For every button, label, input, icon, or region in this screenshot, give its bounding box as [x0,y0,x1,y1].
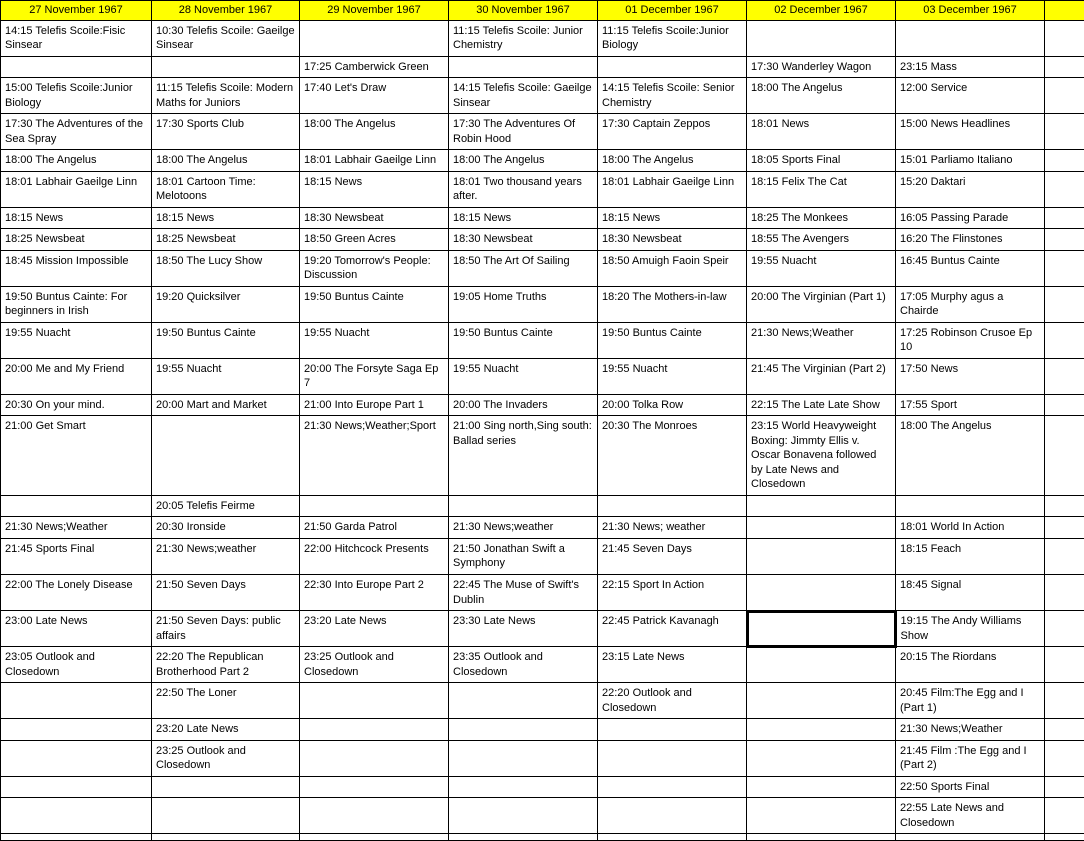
programme-cell[interactable]: 11:15 Telefis Scoile: Junior Chemistry [449,20,598,56]
programme-cell[interactable] [1045,250,1084,286]
programme-cell[interactable] [152,56,300,78]
programme-cell[interactable]: 17:30 The Adventures of the Sea Spray [1,114,152,150]
programme-cell[interactable]: 11:15 Telefis Scoile:Junior Biology [598,20,747,56]
programme-cell[interactable] [300,683,449,719]
programme-cell[interactable] [449,740,598,776]
programme-cell[interactable]: 17:40 Let's Draw [300,78,449,114]
programme-cell[interactable]: 19:50 Buntus Cainte [598,322,747,358]
column-header-day-2[interactable]: 28 November 1967 [152,1,300,21]
programme-cell[interactable] [1045,611,1084,647]
programme-cell[interactable]: 14:15 Telefis Scoile:Fisic Sinsear [1,20,152,56]
table-row [1,647,1084,683]
programme-cell[interactable]: 20:30 Ironside [152,517,300,539]
programme-cell[interactable]: 20:00 The Invaders [449,394,598,416]
programme-cell[interactable]: 18:45 Mission Impossible [1,250,152,286]
programme-cell[interactable]: 22:55 Late News and Closedown [896,798,1045,834]
programme-cell[interactable]: 18:01 Two thousand years after. [449,171,598,207]
programme-cell[interactable]: 19:50 Buntus Cainte [300,286,449,322]
programme-cell[interactable]: 18:25 Newsbeat [1,229,152,251]
programme-cell[interactable]: 17:30 Wanderley Wagon [747,56,896,78]
table-row [1,719,1084,741]
programme-cell[interactable]: 18:01 Labhair Gaeilge Linn [1,171,152,207]
table-row [1,517,1084,539]
programme-cell[interactable]: 21:45 Sports Final [1,538,152,574]
table-row [1,171,1084,207]
programme-cell[interactable]: 21:45 The Virginian (Part 2) [747,358,896,394]
programme-cell[interactable] [1045,150,1084,172]
programme-cell[interactable] [300,719,449,741]
programme-cell[interactable] [1,495,152,517]
programme-cell[interactable] [1045,834,1084,841]
programme-cell[interactable] [1,719,152,741]
programme-cell[interactable] [300,798,449,834]
programme-cell[interactable]: 21:45 Seven Days [598,538,747,574]
programme-cell[interactable]: 18:00 The Angelus [449,150,598,172]
programme-cell[interactable]: 19:15 The Andy Williams Show [896,611,1045,647]
programme-cell[interactable]: 21:30 News;weather [449,517,598,539]
programme-cell[interactable] [1,798,152,834]
programme-cell[interactable]: 17:25 Camberwick Green [300,56,449,78]
programme-cell[interactable]: 18:15 News [1,207,152,229]
programme-cell[interactable] [1045,683,1084,719]
programme-cell[interactable] [1045,114,1084,150]
programme-cell[interactable]: 15:20 Daktari [896,171,1045,207]
programme-cell[interactable]: 19:55 Nuacht [747,250,896,286]
programme-cell[interactable]: 23:15 Late News [598,647,747,683]
programme-cell[interactable]: 18:05 Sports Final [747,150,896,172]
programme-cell[interactable]: 15:00 News Headlines [896,114,1045,150]
programme-cell[interactable]: 18:25 The Monkees [747,207,896,229]
programme-cell[interactable]: 22:30 Into Europe Part 2 [300,574,449,610]
programme-cell[interactable]: 19:20 Tomorrow's People: Discussion [300,250,449,286]
programme-cell[interactable]: 18:15 News [300,171,449,207]
column-header-day-1[interactable]: 27 November 1967 [1,1,152,21]
programme-cell[interactable] [1045,394,1084,416]
table-row [1,394,1084,416]
programme-cell[interactable]: 21:30 News;Weather [896,719,1045,741]
programme-cell[interactable]: 23:35 Outlook and Closedown [449,647,598,683]
programme-cell[interactable]: 22:00 The Lonely Disease [1,574,152,610]
programme-cell[interactable]: 18:01 Cartoon Time: Melotoons [152,171,300,207]
programme-cell[interactable]: 23:20 Late News [152,719,300,741]
programme-cell[interactable] [747,538,896,574]
programme-cell[interactable]: 23:20 Late News [300,611,449,647]
programme-cell[interactable]: 18:00 The Angelus [300,114,449,150]
programme-cell[interactable]: 22:50 The Loner [152,683,300,719]
programme-cell[interactable] [1045,78,1084,114]
programme-cell[interactable]: 22:15 The Late Late Show [747,394,896,416]
programme-cell[interactable]: 20:30 On your mind. [1,394,152,416]
table-row [1,322,1084,358]
programme-cell[interactable]: 18:01 World In Action [896,517,1045,539]
programme-cell[interactable]: 18:50 Amuigh Faoin Speir [598,250,747,286]
programme-cell[interactable]: 18:30 Newsbeat [300,207,449,229]
programme-cell[interactable] [1045,20,1084,56]
programme-cell[interactable]: 17:30 Sports Club [152,114,300,150]
programme-cell[interactable]: 18:01 News [747,114,896,150]
programme-cell[interactable]: 21:00 Sing north,Sing south: Ballad series [449,416,598,496]
table-row [1,250,1084,286]
programme-cell[interactable]: 21:45 Film :The Egg and I (Part 2) [896,740,1045,776]
programme-cell[interactable]: 20:30 The Monroes [598,416,747,496]
programme-cell[interactable] [1045,538,1084,574]
programme-cell[interactable] [1045,776,1084,798]
programme-cell[interactable]: 18:30 Newsbeat [598,229,747,251]
programme-cell[interactable] [1045,798,1084,834]
programme-cell[interactable]: 20:15 The Riordans [896,647,1045,683]
programme-cell[interactable] [1045,207,1084,229]
programme-cell[interactable]: 23:25 Outlook and Closedown [300,647,449,683]
programme-cell[interactable] [747,574,896,610]
programme-cell[interactable] [1045,416,1084,496]
table-row [1,683,1084,719]
programme-cell[interactable] [747,798,896,834]
programme-cell[interactable]: 18:50 The Art Of Sailing [449,250,598,286]
programme-cell[interactable]: 20:00 The Virginian (Part 1) [747,286,896,322]
programme-cell[interactable]: 14:15 Telefis Scoile: Gaeilge Sinsear [449,78,598,114]
table-row [1,358,1084,394]
programme-cell[interactable] [598,776,747,798]
column-header-day-6[interactable]: 02 December 1967 [747,1,896,21]
programme-cell[interactable]: 18:00 The Angelus [896,416,1045,496]
programme-cell[interactable]: 21:00 Get Smart [1,416,152,496]
programme-cell[interactable] [1045,719,1084,741]
programme-cell[interactable] [1045,56,1084,78]
programme-cell[interactable]: 18:50 Green Acres [300,229,449,251]
programme-cell[interactable] [449,683,598,719]
programme-cell[interactable]: 15:00 Telefis Scoile:Junior Biology [1,78,152,114]
programme-cell[interactable]: 19:20 Quicksilver [152,286,300,322]
programme-cell[interactable]: 19:55 Nuacht [1,322,152,358]
table-row [1,574,1084,610]
table-row [1,20,1084,56]
programme-cell[interactable]: 18:45 Signal [896,574,1045,610]
column-header-day-4[interactable]: 30 November 1967 [449,1,598,21]
programme-cell[interactable] [1,683,152,719]
table-row [1,611,1084,647]
programme-cell[interactable]: 18:01 Labhair Gaeilge Linn [598,171,747,207]
programme-cell[interactable]: 19:55 Nuacht [598,358,747,394]
programme-cell[interactable] [747,647,896,683]
programme-cell[interactable]: 18:15 Felix The Cat [747,171,896,207]
programme-cell[interactable]: 18:25 Newsbeat [152,229,300,251]
programme-cell[interactable]: 19:55 Nuacht [152,358,300,394]
programme-cell[interactable]: 21:30 News;Weather [747,322,896,358]
programme-cell[interactable]: 21:50 Jonathan Swift a Symphony [449,538,598,574]
programme-cell[interactable] [449,834,598,841]
programme-cell[interactable]: 18:15 News [449,207,598,229]
table-row [1,229,1084,251]
programme-cell[interactable]: 23:25 Outlook and Closedown [152,740,300,776]
programme-cell[interactable]: 21:50 Garda Patrol [300,517,449,539]
programme-cell[interactable] [896,834,1045,841]
column-header-extra[interactable] [1045,1,1084,21]
programme-cell[interactable]: 23:15 World Heavyweight Boxing: Jimmty Ellis v. Oscar Bonavena followed by Late News and Closedown [747,416,896,496]
programme-cell[interactable]: 12:00 Service [896,78,1045,114]
programme-cell[interactable] [449,56,598,78]
programme-cell[interactable]: 19:50 Buntus Cainte [449,322,598,358]
table-row [1,114,1084,150]
programme-cell[interactable]: 16:20 The Flinstones [896,229,1045,251]
programme-cell[interactable] [747,719,896,741]
programme-cell[interactable] [747,834,896,841]
programme-cell[interactable] [747,740,896,776]
table-row [1,207,1084,229]
table-header-row [1,1,1084,21]
programme-cell[interactable] [598,719,747,741]
table-row [1,150,1084,172]
programme-cell[interactable] [1045,322,1084,358]
programme-cell[interactable]: 10:30 Telefis Scoile: Gaeilge Sinsear [152,20,300,56]
programme-cell[interactable]: 18:15 Feach [896,538,1045,574]
programme-cell[interactable] [1045,740,1084,776]
programme-cell[interactable]: 18:15 News [598,207,747,229]
programme-cell[interactable] [1,56,152,78]
programme-cell[interactable]: 22:00 Hitchcock Presents [300,538,449,574]
programme-cell[interactable] [896,20,1045,56]
programme-cell[interactable]: 21:50 Seven Days: public affairs [152,611,300,647]
programme-cell[interactable]: 18:55 The Avengers [747,229,896,251]
programme-cell[interactable] [449,798,598,834]
table-row [1,416,1084,496]
programme-cell[interactable] [152,834,300,841]
programme-cell[interactable]: 19:55 Nuacht [300,322,449,358]
programme-cell[interactable] [1,740,152,776]
table-row [1,286,1084,322]
table-row [1,78,1084,114]
programme-cell[interactable] [1045,647,1084,683]
programme-cell[interactable]: 17:05 Murphy agus a Chairde [896,286,1045,322]
programme-cell[interactable] [300,834,449,841]
programme-cell[interactable]: 21:50 Seven Days [152,574,300,610]
programme-cell[interactable]: 21:00 Into Europe Part 1 [300,394,449,416]
column-header-day-3[interactable]: 29 November 1967 [300,1,449,21]
selected-cell[interactable] [747,611,896,647]
programme-cell[interactable]: 20:00 Tolka Row [598,394,747,416]
programme-cell[interactable]: 11:15 Telefis Scoile: Modern Maths for Juniors [152,78,300,114]
programme-cell[interactable] [1,776,152,798]
programme-cell[interactable] [152,776,300,798]
column-header-day-7[interactable]: 03 December 1967 [896,1,1045,21]
programme-cell[interactable]: 17:50 News [896,358,1045,394]
table-row [1,740,1084,776]
programme-cell[interactable]: 19:50 Buntus Cainte: For beginners in Irish [1,286,152,322]
programme-cell[interactable]: 19:55 Nuacht [449,358,598,394]
programme-cell[interactable] [449,495,598,517]
programme-cell[interactable] [1045,229,1084,251]
table-body [1,20,1084,841]
programme-cell[interactable]: 20:00 Me and My Friend [1,358,152,394]
programme-cell[interactable]: 18:30 Newsbeat [449,229,598,251]
programme-cell[interactable] [598,495,747,517]
programme-cell[interactable]: 21:30 News;Weather;Sport [300,416,449,496]
programme-cell[interactable]: 18:01 Labhair Gaeilge Linn [300,150,449,172]
programme-cell[interactable]: 21:30 News;weather [152,538,300,574]
programme-cell[interactable]: 16:05 Passing Parade [896,207,1045,229]
programme-cell[interactable]: 18:50 The Lucy Show [152,250,300,286]
programme-cell[interactable]: 21:30 News; weather [598,517,747,539]
programme-cell[interactable] [747,776,896,798]
programme-cell[interactable]: 17:30 Captain Zeppos [598,114,747,150]
programme-cell[interactable] [449,776,598,798]
programme-cell[interactable] [1045,495,1084,517]
programme-cell[interactable] [152,416,300,496]
programme-cell[interactable] [1045,358,1084,394]
table-row [1,776,1084,798]
programme-cell[interactable]: 22:45 The Muse of Swift's Dublin [449,574,598,610]
programme-cell[interactable] [598,56,747,78]
programme-cell[interactable] [300,776,449,798]
programme-cell[interactable]: 18:00 The Angelus [1,150,152,172]
programme-cell[interactable]: 22:20 Outlook and Closedown [598,683,747,719]
programme-cell[interactable] [300,740,449,776]
table-row [1,538,1084,574]
programme-cell[interactable] [747,683,896,719]
programme-cell[interactable]: 20:00 The Forsyte Saga Ep 7 [300,358,449,394]
programme-cell[interactable]: 23:30 Late News [449,611,598,647]
table-row [1,495,1084,517]
programme-cell[interactable]: 18:20 The Mothers-in-law [598,286,747,322]
programme-cell[interactable]: 22:15 Sport In Action [598,574,747,610]
programme-cell[interactable] [1,834,152,841]
programme-cell[interactable]: 17:30 The Adventures Of Robin Hood [449,114,598,150]
programme-cell[interactable] [1045,517,1084,539]
programme-cell[interactable]: 22:50 Sports Final [896,776,1045,798]
column-header-day-5[interactable]: 01 December 1967 [598,1,747,21]
table-row [1,56,1084,78]
programme-cell[interactable]: 21:30 News;Weather [1,517,152,539]
programme-cell[interactable] [598,834,747,841]
programme-cell[interactable] [598,740,747,776]
programme-cell[interactable]: 22:45 Patrick Kavanagh [598,611,747,647]
programme-cell[interactable] [747,20,896,56]
programme-cell[interactable] [152,798,300,834]
programme-cell[interactable]: 20:45 Film:The Egg and I (Part 1) [896,683,1045,719]
programme-cell[interactable]: 19:50 Buntus Cainte [152,322,300,358]
programme-cell[interactable] [747,517,896,539]
table-row [1,834,1084,841]
table-row [1,798,1084,834]
programme-cell[interactable]: 23:00 Late News [1,611,152,647]
programme-cell[interactable]: 18:00 The Angelus [152,150,300,172]
programme-cell[interactable]: 16:45 Buntus Cainte [896,250,1045,286]
programme-cell[interactable] [449,719,598,741]
programme-cell[interactable]: 17:55 Sport [896,394,1045,416]
programme-cell[interactable]: 22:20 The Republican Brotherhood Part 2 [152,647,300,683]
programme-cell[interactable]: 20:00 Mart and Market [152,394,300,416]
programme-cell[interactable]: 18:00 The Angelus [747,78,896,114]
programme-cell[interactable] [747,495,896,517]
programme-cell[interactable] [598,798,747,834]
programme-cell[interactable] [896,495,1045,517]
programme-cell[interactable]: 19:05 Home Truths [449,286,598,322]
programme-cell[interactable] [1045,286,1084,322]
programme-cell[interactable]: 23:15 Mass [896,56,1045,78]
programme-cell[interactable] [300,495,449,517]
programme-cell[interactable]: 20:05 Telefis Feirme [152,495,300,517]
programme-cell[interactable]: 14:15 Telefis Scoile: Senior Chemistry [598,78,747,114]
programme-cell[interactable]: 23:05 Outlook and Closedown [1,647,152,683]
programme-cell[interactable]: 15:01 Parliamo Italiano [896,150,1045,172]
programme-cell[interactable] [1045,171,1084,207]
programme-cell[interactable]: 18:00 The Angelus [598,150,747,172]
programme-cell[interactable]: 18:15 News [152,207,300,229]
programme-cell[interactable]: 17:25 Robinson Crusoe Ep 10 [896,322,1045,358]
programme-cell[interactable] [300,20,449,56]
programme-cell[interactable] [1045,574,1084,610]
